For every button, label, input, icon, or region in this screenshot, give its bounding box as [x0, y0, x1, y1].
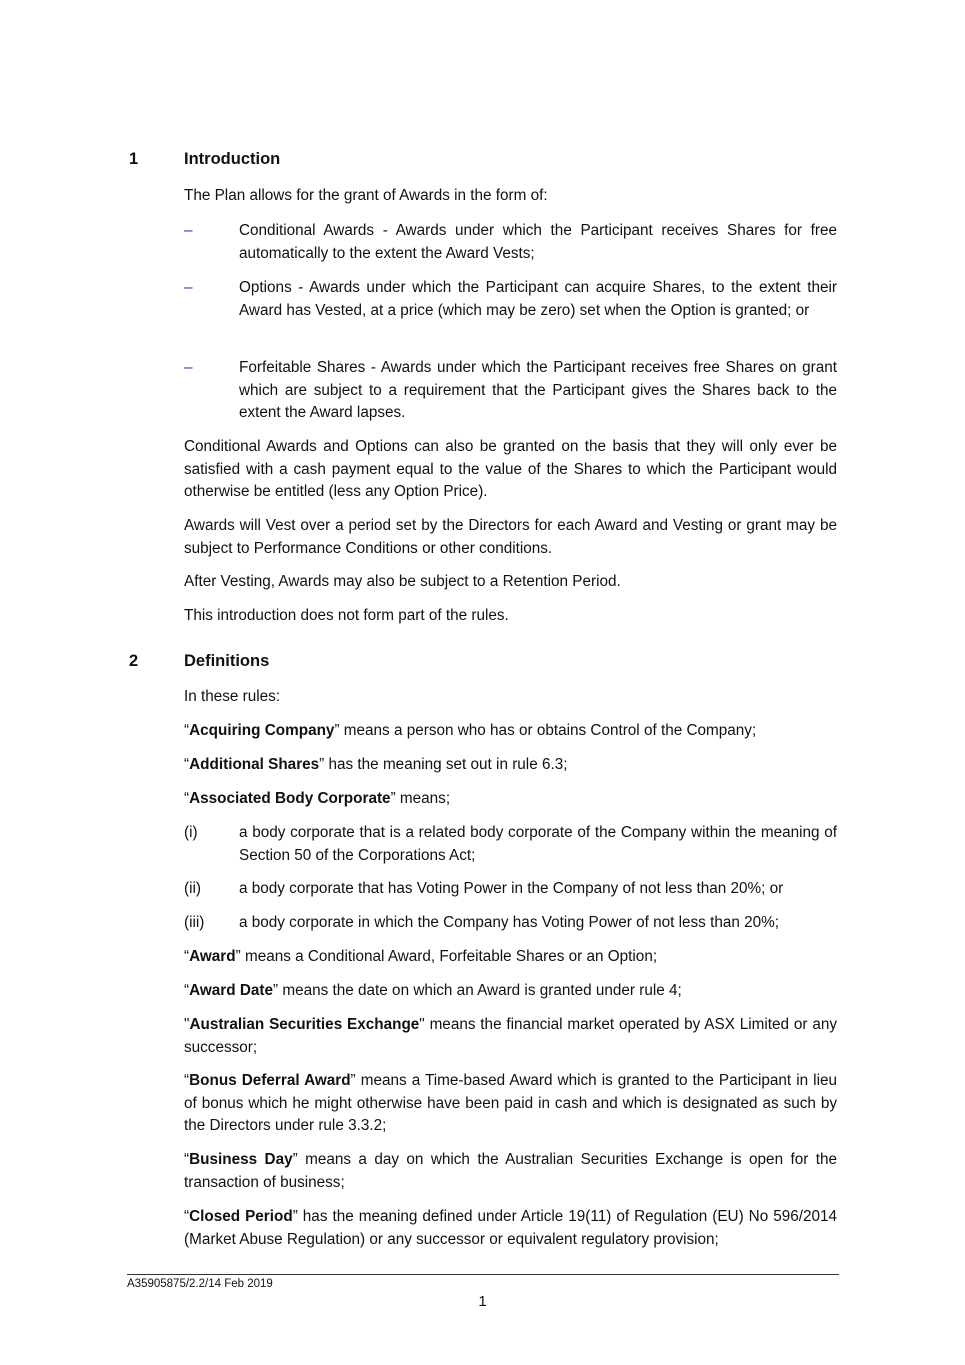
definition-additional-shares: “Additional Shares” has the meaning set out in rule 6.3;: [184, 756, 568, 773]
sub-item: [184, 912, 837, 935]
definition-bonus-deferral-award: “Bonus Deferral Award” means a Time-based Award which is granted to the Participant in lieu of bonus which he might otherwise have been paid in cash and which is designated as such by the Directors under rule 3.3.2;: [184, 1072, 837, 1134]
sub-item-marker: (ii): [184, 880, 201, 897]
sub-item-marker: (i): [184, 824, 198, 841]
definition-associated-body-corporate: “Associated Body Corporate” means;: [184, 790, 451, 807]
defined-term: Acquiring Company: [189, 722, 335, 739]
bullet-dash: –: [184, 279, 193, 296]
list-item: [184, 357, 837, 425]
list-item-text: Conditional Awards - Awards under which the Participant receives Shares for free automatically to the extent the Award Vests;: [239, 222, 837, 262]
section-title: Introduction: [184, 150, 281, 168]
list-item: [184, 277, 837, 322]
list-item-text: Options - Awards under which the Participant can acquire Shares, to the extent their Award has Vested, at a price (which may be zero) set when the Option is granted; or: [239, 279, 837, 319]
defined-term: Award: [189, 948, 236, 965]
defined-term: Business Day: [189, 1151, 293, 1168]
sub-item: [184, 822, 837, 867]
section-number: 1: [129, 150, 139, 168]
sub-item-text: a body corporate that has Voting Power in the Company of not less than 20%; or: [239, 880, 784, 897]
body-paragraph: After Vesting, Awards may also be subject to a Retention Period.: [184, 573, 621, 590]
definition-closed-period: “Closed Period” has the meaning defined under Article 19(11) of Regulation (EU) No 596/2014 (Market Abuse Regulation) or any successor or equivalent regulatory provision;: [184, 1208, 837, 1248]
page-number: 1: [478, 1293, 487, 1310]
definition-acquiring-company: “Acquiring Company” means a person who has or obtains Control of the Company;: [184, 722, 757, 739]
intro-paragraph: The Plan allows for the grant of Awards in the form of:: [184, 187, 548, 204]
defined-term: Australian Securities Exchange: [189, 1016, 420, 1033]
bullet-dash: –: [184, 222, 193, 239]
sub-item-marker: (iii): [184, 914, 205, 931]
section-number: 2: [129, 652, 139, 670]
definition-award-date: “Award Date” means the date on which an Award is granted under rule 4;: [184, 982, 682, 999]
defined-term: Bonus Deferral Award: [189, 1072, 351, 1089]
definition-australian-securities-exchange: "Australian Securities Exchange" means the financial market operated by ASX Limited or any successor;: [184, 1016, 837, 1056]
defined-term: Associated Body Corporate: [189, 790, 391, 807]
footer-divider: [127, 1274, 839, 1275]
defined-term: Award Date: [189, 982, 273, 999]
body-paragraph: Conditional Awards and Options can also be granted on the basis that they will only ever be satisfied with a cash payment equal to the value of the Shares to which the Participant would otherwise be entitled (less any Option Price).: [184, 438, 837, 500]
sub-item: [184, 878, 837, 901]
definition-business-day: “Business Day” means a day on which the Australian Securities Exchange is open for the transaction of business;: [184, 1151, 837, 1191]
body-paragraph: This introduction does not form part of the rules.: [184, 607, 509, 624]
defined-term: Additional Shares: [189, 756, 320, 773]
sub-item-text: a body corporate in which the Company has Voting Power of not less than 20%;: [239, 914, 779, 931]
bullet-dash: –: [184, 359, 193, 376]
list-item-text: Forfeitable Shares - Awards under which the Participant receives free Shares on grant which are subject to a requirement that the Participant gives the Shares back to the extent the Award lapses.: [239, 359, 837, 421]
body-paragraph: Awards will Vest over a period set by the Directors for each Award and Vesting or grant may be subject to Performance Conditions or other conditions.: [184, 517, 837, 557]
list-item: [184, 220, 837, 265]
definition-award: “Award” means a Conditional Award, Forfeitable Shares or an Option;: [184, 948, 658, 965]
defined-term: Closed Period: [189, 1208, 293, 1225]
document-reference: A35905875/2.2/14 Feb 2019: [127, 1278, 273, 1290]
sub-item-text: a body corporate that is a related body corporate of the Company within the meaning of Section 50 of the Corporations Act;: [239, 824, 837, 864]
definitions-intro: In these rules:: [184, 688, 281, 705]
section-title: Definitions: [184, 652, 270, 670]
